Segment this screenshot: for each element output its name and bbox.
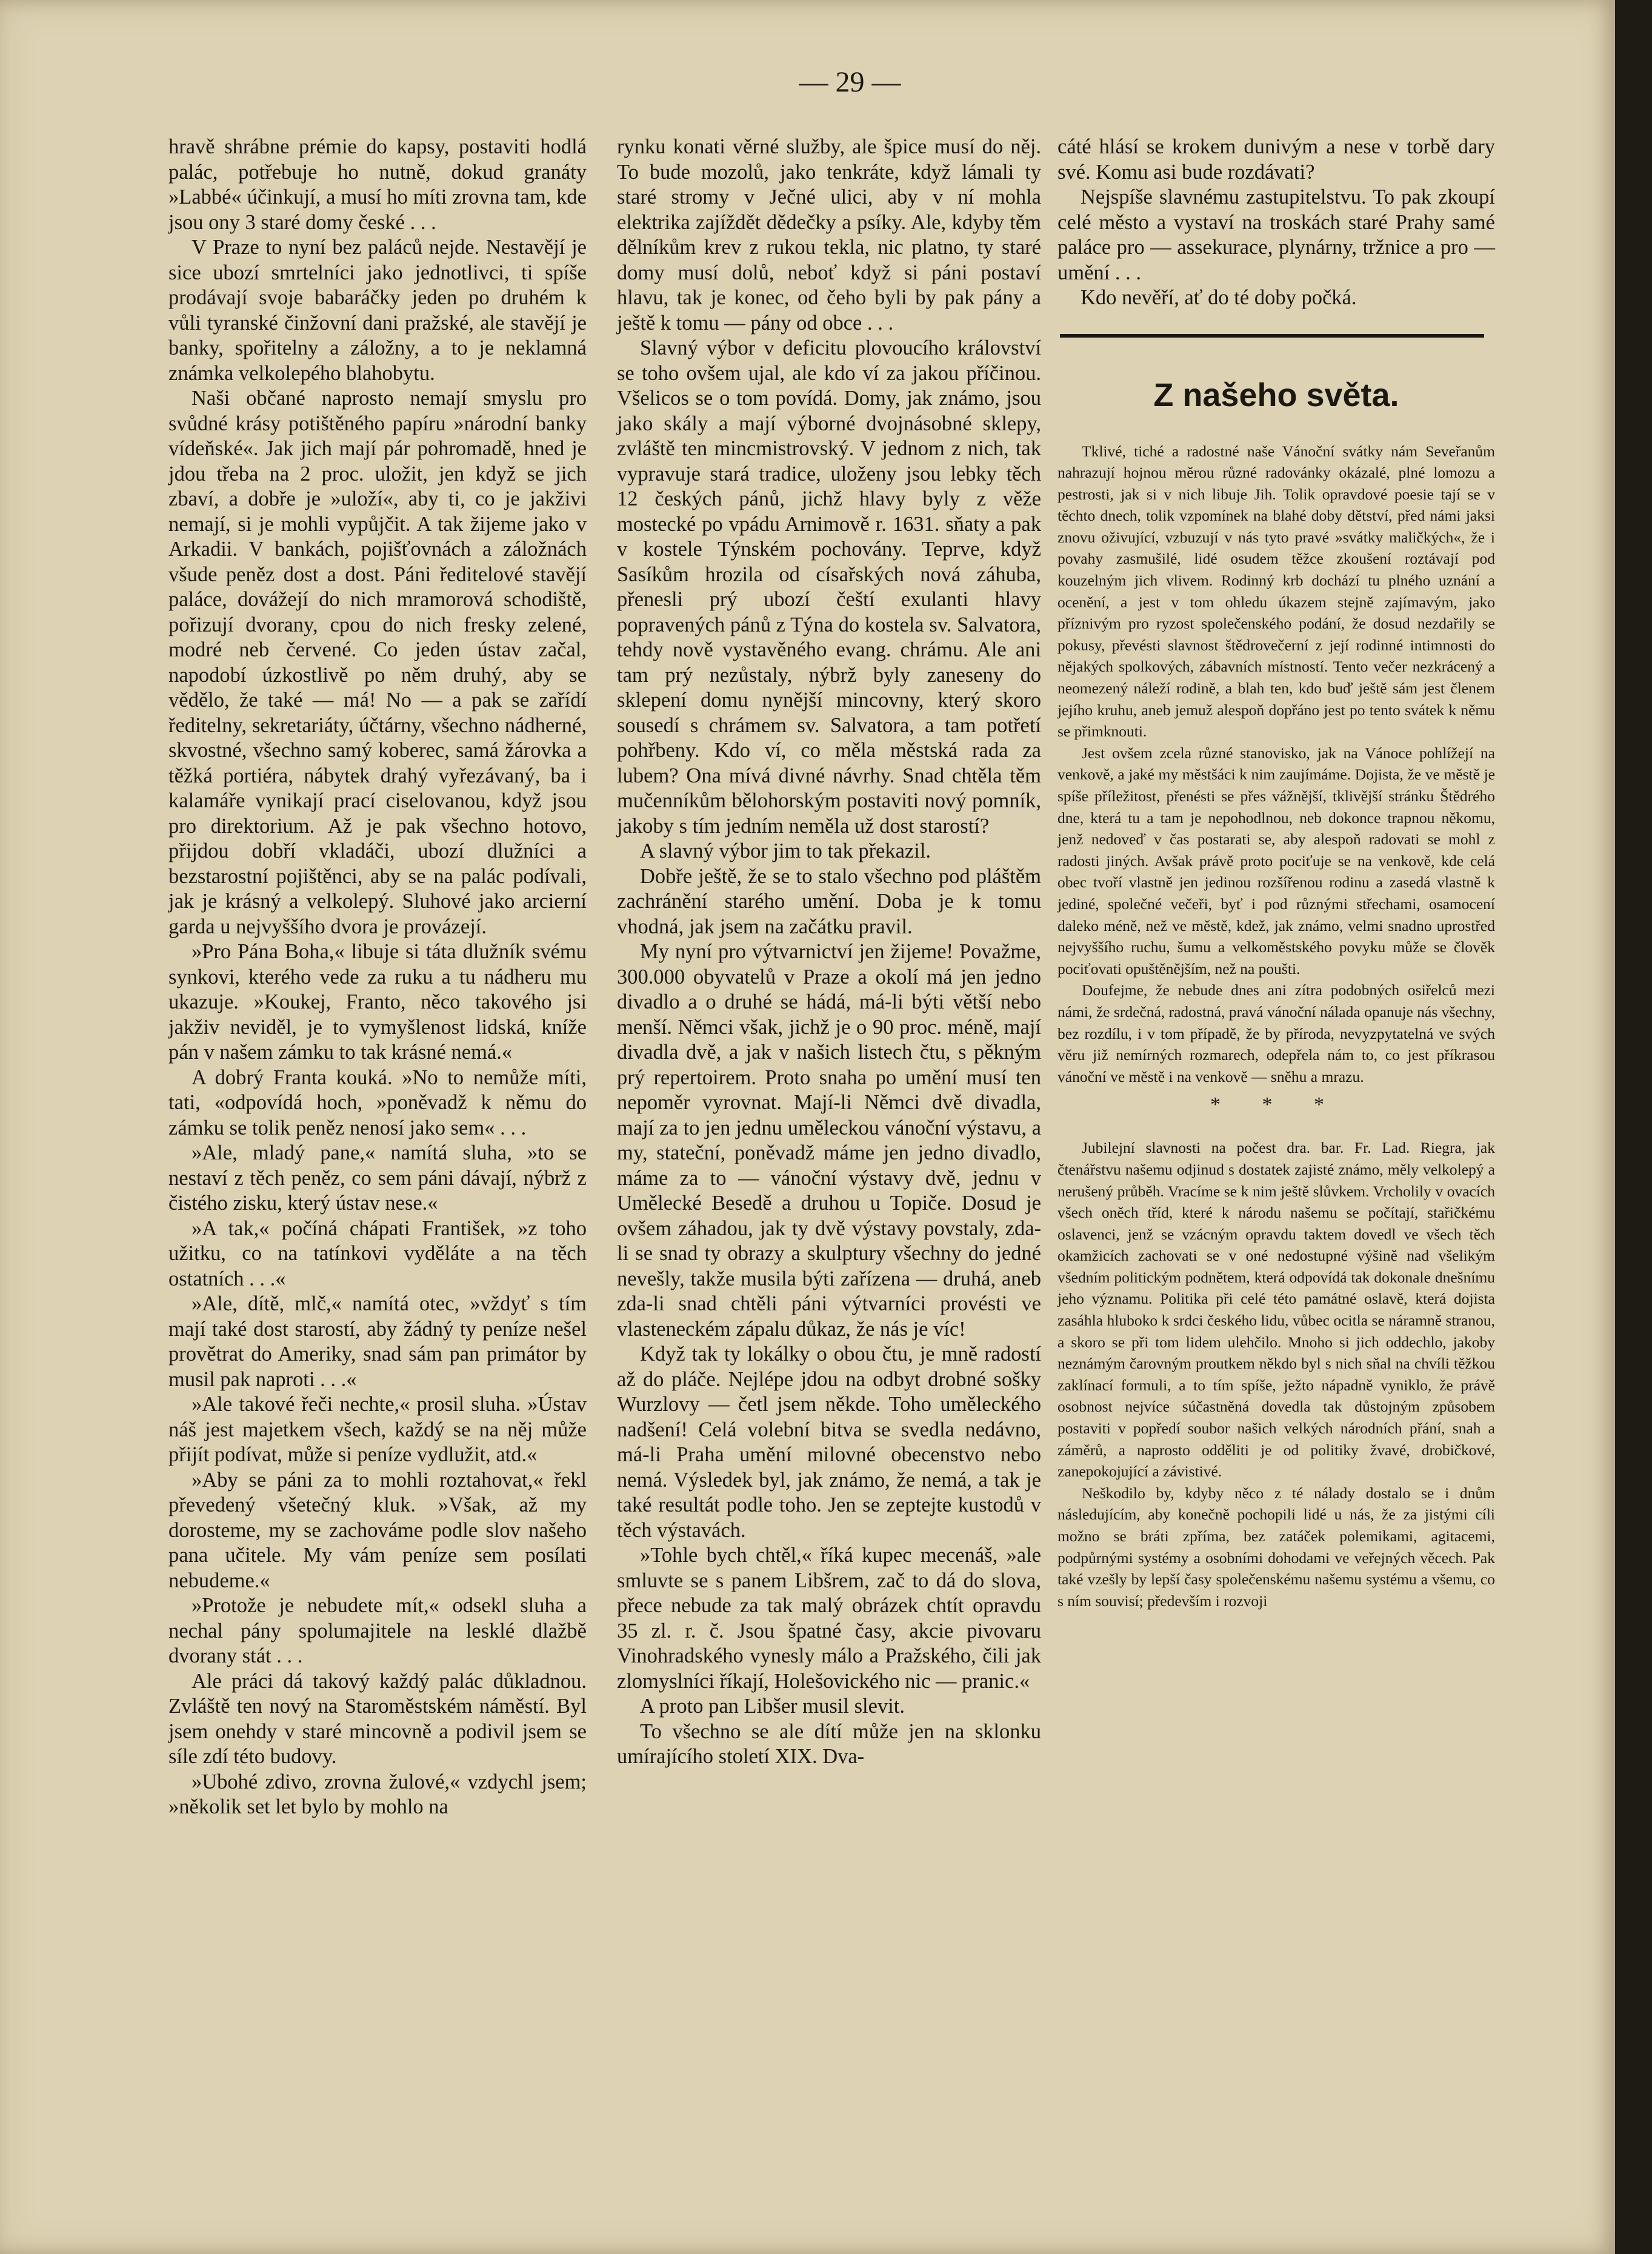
paragraph: A slavný výbor jim to tak překazil. — [640, 839, 931, 862]
paragraph: Jest ovšem zcela různé stanovisko, jak na Vánoce pohlížejí na venkově, a jaké my městšáci k nim zaujímáme. Dojista, že ve městě je spíše příležitost, přenésti se přes vážnější, tklivější stránku Štědrého dne, která tu a tam je nepohodlnou, neb dokonce trapnou někomu, jenž nedoveď v čas postarati se, aby alespoň radovati se mohl z radosti jiných. Avšak právě proto pociťuje se na venkově, kde celá obec tvoří vlastně jen jedinou rozšířenou rodinu a zasedá vlastně k jediné, společné večeři, byť i pod různými střechami, osamocení daleko méně, než ve městě, kdež, jak známo, velmi snadno uprostřed nejvyššího ruchu, šumu a velkoměstského povyku může se člověk pociťovati opuštěnějším, než na poušti. — [1057, 744, 1495, 978]
paragraph: Jubilejní slavnosti na počest drа. bar. Fr. Lad. Riegra, jak čtenářstvu našemu odjinud s dostatek zajisté známo, měly velkolepý a nerušený průběh. Vracíme se k nim ještě slůvkem. Vrcholily v ovacích všech oněch tříd, které k národu našemu se počítají, stařičkému oslavenci, jenž se vzácným opravdu taktem dovedl ve všech těch okamžicích zachovati se v oné nedostupné výšině nad všelikým všedním politickým podnětem, která odpovídá tak dokonale dnešnímu jeho významu. Politika při celé této památné oslavě, která dojista zasáhla hluboko k srdci českého lidu, vůbec ocitla se náramně stranou, a skoro se při tom lidem ulehčilo. Mnoho si jich oddechlo, jakoby neznámým čarovným proutkem někdo byl s nich sňal na chvíli těžkou zaklínací formuli, a to tím spíše, ježto nápadně vyniklo, že právě osobnost nejvíce súčastněná dovedla tak důstojným způsobem postaviti v popředí soubor našich velkých národních přání, snah a záměrů, a naprosto odděliti je od politiky žvavé, drobičkové, zanepokojující a závistivé. — [1057, 1139, 1495, 1481]
column-right — [1057, 135, 1495, 1612]
section-stars: * * * — [1210, 1093, 1342, 1116]
paragraph: Doufejme, že nebude dnes ani zítra podobných osiřelců mezi námi, že srdečná, radostná, pravá vánoční nálada opanuje nás všechny, bez rozdílu, i v tom případě, že by příroda, nevyzpytatelná ve svých věru již nemírných rozmarech, odepřela nám to, co jest příkrasou vánoční ve městě i na venkově — sněhu a mrazu. — [1057, 981, 1495, 1085]
paragraph: Dobře ještě, že se to stalo všechno pod pláštěm zachránění starého umění. Doba je k tomu vhodná, jak jsem na začátku pravil. — [617, 864, 1041, 938]
paragraph: »Ale, mladý pane,« namítá sluha, »to se nestaví z těch peněz, co sem páni dávají, nýbrž z čistého zisku, který ústav nese.« — [168, 1141, 587, 1215]
paragraph: hravě shrábne prémie do kapsy, postaviti hodlá palác, potřebuje ho nutně, dokud granáty »Labbé« účinkují, a musí ho míti zrovna tam, kde jsou ony 3 staré domy české . . . — [168, 135, 587, 234]
column-middle — [617, 135, 1041, 1770]
paragraph: cáté hlásí se krokem dunivým a nese v torbě dary své. Komu asi bude rozdávati? — [1057, 135, 1495, 184]
paragraph: A dobrý Franta kouká. »No to nemůže míti, tati, «odpovídá hoch, »poněvadž k němu do zámku se tolik peněz nenosí jako sem« . . . — [168, 1065, 587, 1139]
section-divider — [1060, 334, 1484, 338]
paragraph: »A tak,« počíná chápati František, »z toho užitku, co na tatínkovi vyděláte a na těch ostatních . . .« — [168, 1216, 587, 1290]
paragraph: Neškodilo by, kdyby něco z té nálady dostalo se i dnům následujícím, aby konečně pochopili lidé u nás, že za jistými cíli možno se bráti zpříma, bez zatáček polemikami, agitacemi, podpůrnými systémy a osobními dohodami ve veřejných věcech. Pak také vzešly by lepší časy společenskému našemu systému a všemu, co s ním souvisí; především i rozvoji — [1057, 1484, 1495, 1610]
paragraph: »Ale, dítě, mlč,« namítá otec, »vždyť s tím mají také dost starostí, aby žádný ty peníze nešel provětrat do Ameriky, snad sám pan primátor by musil pak naproti . . .« — [168, 1292, 587, 1391]
paragraph: Naši občané naprosto nemají smyslu pro svůdné krásy potištěného papíru »národní banky vídeňské«. Jak jich mají pár pohromadě, hned je jdou třeba na 2 proc. uložit, jen když se jich zbaví, a dobře je »uloží«, aby ti, co je jakživi nemají, si je mohli vypůjčit. A tak žijeme jako v Arkadii. V bankách, pojišťovnách a záložnách všude peněz dost a dost. Páni ředitelové stavějí paláce, dovážejí do nich mramorová schodiště, pořizují dvorany, cpou do nich fresky zelené, modré neb červené. Co jeden ústav začal, napodobí úzkostlivě po něm druhý, aby se vědělo, že také — má! No — a pak se zařídí ředitelny, sekretariáty, účtárny, všechno nádherné, skvostné, všechno samý koberec, samá žárovka a těžká portiéra, nábytek drahý vyřezávaný, ba i kalamáře vynikají prací ciselovanou, když jsou pro direktorium. Až je pak všechno hotovo, přijdou dobří vkladáči, ubozí dlužníci a bezstarostní pojištěnci, aby se na palác podívali, jak je krásný a velkolepý. Sluhové jako arcierní garda u nejvyššího dvora je provázejí. — [168, 387, 587, 938]
section-body — [1057, 441, 1495, 1612]
paragraph: To všechno se ale dítí může jen na sklonku umírajícího století XIX. Dva- — [617, 1719, 1041, 1768]
article-ending — [1057, 135, 1495, 311]
paragraph: »Ubohé zdivo, zrovna žulové,« vzdychl jsem; »několik set let bylo by mohlo na — [168, 1770, 587, 1818]
paragraph: My nyní pro výtvarnictví jen žijeme! Považme, 300.000 obyvatelů v Praze a okolí má jen jedno divadlo a o druhé se hádá, má-li býti větší nebo menší. Němci však, jichž je o 90 proc. méně, mají divadla dvě, a jak v našich listech čtu, s pěkným prý repertoirem. Proto snaha po umění musí ten nepoměr vyrovnat. Mají-li Němci dvě divadla, mají za to jen jednu uměleckou vánoční výstavu, a my, stateční, poněvadž máme jen jedno divadlo, máme za to — vánoční výstavy dvě, jednu v Umělecké Besedě a druhou u Topiče. Dosud je ovšem záhadou, jak ty dvě výstavy povstaly, zda-li se snad ty obrazy a skulptury všechny do jedné nevešly, takže musila býti zařízena — druhá, aneb zda-li snad chtěli páni výtvarníci provésti ve vlasteneckém zápalu důkaz, že nás je víc! — [617, 940, 1041, 1341]
paragraph: »Aby se páni za to mohli roztahovat,« řekl převedený všetečný kluk. »Však, až my dorosteme, my se zachováme podle slov našeho pana učitele. My vám peníze sem posílati nebudeme.« — [168, 1468, 587, 1592]
column-left — [168, 135, 587, 1820]
section-title: Z našeho světa. — [1153, 376, 1399, 413]
paragraph: »Tohle bych chtěl,« říká kupec mecenáš, »ale smluvte se s panem Libšrem, zač to dá do slova, přece nebude za tak malý obrázek chtít opravdu 35 zl. r. č. Jsou špatné časy, akcie pivovaru Vinohradského vynesly málo a Pražského, čili jak zlomyslníci říkají, Holešovického nic — pranic.« — [617, 1544, 1041, 1693]
paragraph: Tklivé, tiché a radostné naše Vánoční svátky nám Seveřanům nahrazují hojnou měrou různé radovánky okázalé, plné lomozu a pestrosti, jak si v nich libuje Jih. Tolik opravdové poesie tají se v těchto dnech, tolik vzpomínek na blahé doby dětství, před námi jaksi znovu oživující, vzbuzují v nás tyto pravé »svátky maličkých«, že i povahy zasmušilé, lidé osudem těžce zkoušení roztávají pod kouzelným jich vlivem. Rodinný krb dochází tu plného uznání a ocenění, a jest v tom ohledu úkazem stejně zajímavým, jako příznivým pro ryzost společenského podání, že dosud nezdařily se pokusy, převésti slavnost štědrovečerní z její rodinné intimnosti do nějakých spolkových, zábavních místností. Tento večer nezkrácený a neomezený náleží rodině, a blah ten, kdo buď ještě sám jest členem jejího kruhu, aneb jemuž alespoň dopřáno jest po tento svátek k němu se přimknouti. — [1057, 442, 1495, 741]
paragraph: A proto pan Libšer musil slevit. — [640, 1695, 905, 1718]
paragraph: Slavný výbor v deficitu plovoucího království se toho ovšem ujal, ale kdo ví za jakou příčinou. Všelicos se o tom povídá. Domy, jak známo, jsou jako skály a mají výborné dvojnásobné sklepy, zvláště ten mincmistrovský. V jednom z nich, tak vypravuje stará tradice, uloženy jsou lebky těch 12 českých pánů, jichž hlavy byly z věže mostecké po vpádu Arnimově r. 1631. sňaty a pak v kostele Týnském pochovány. Teprve, když Sasíkům hrozila od císařských nová záhuba, přenesli prý ubozí čeští exulanti hlavy popravených pánů z Týna do kostela sv. Salvatora, tehdy nově vystavěného evang. chrámu. Ale ani tam prý nezůstaly, nýbrž byly zaneseny do sklepení domu nynější mincovny, který skoro sousedí s chrámem sv. Salvatora, a tam potřetí pohřbeny. Kdo ví, co měla městská rada za lubem? Ona mívá divné návrhy. Snad chtěla těm mučenníkům bělohorským postaviti nový pomník, jakoby s tím jedním neměla už dost starostí? — [617, 336, 1041, 838]
paragraph: »Ale takové řeči nechte,« prosil sluha. »Ústav náš jest majetkem všech, každý se na něj může přijít podívat, může si peníze vydlužit, atd.« — [168, 1393, 587, 1466]
paragraph: V Praze to nyní bez paláců nejde. Nestavějí je sice ubozí smrtelníci jako jednotlivci, ti spíše prodávají svoje babaráčky jeden po druhém k vůli tyranské činžovní dani pražské, ale stavějí je banky, spořitelny a záložny, a to je neklamná známka velkolepého blahobytu. — [168, 236, 587, 385]
page-number — [0, 65, 1615, 99]
paragraph: rynku konati věrné služby, ale špice musí do něj. To bude mozolů, jako tenkráte, když lámali ty staré stromy v Ječné ulici, aby v ní mohla elektrika zajíždět dědečky a psíky. Ale, kdyby těm dělníkům krev z rukou tekla, nic platno, ty staré domy musí dolů, neboť když si páni postaví hlavu, tak je konec, od čeho byli by pak pány a ještě k tomu — pány od obce . . . — [617, 135, 1041, 335]
paragraph: »Pro Pána Boha,« libuje si táta dlužník svému synkovi, kterého vede za ruku a tu nádheru mu ukazuje. »Koukej, Franto, něco takového jsi jakživ neviděl, je to vymyšlenost lidská, kníže pán v našem zámku to tak krásné nemá.« — [168, 940, 587, 1064]
page-number-text: — 29 — — [799, 66, 901, 98]
paragraph: Nejspíše slavnému zastupitelstvu. To pak zkoupí celé město a vystaví na troskách staré Prahy samé paláce pro — assekurace, plynárny, tržnice a pro — umění . . . — [1057, 185, 1495, 284]
paragraph: Kdo nevěří, ať do té doby počká. — [1081, 286, 1357, 309]
paragraph: Ale práci dá takový každý palác důkladnou. Zvláště ten nový na Staroměstském náměstí. Byl jsem onehdy v staré mincovně a podivil jsem se síle zdí této budovy. — [168, 1669, 587, 1768]
paragraph: Když tak ty lokálky o obou čtu, je mně radostí až do pláče. Nejlépe jdou na odbyt drobné sošky Wurzlovy — četl jsem někde. Toho uměleckého nadšení! Celá volební bitva se svedla nedávno, má-li Praha umění milovné obecenstvo nebo nemá. Výsledek byl, jak známo, že nemá, a tak je také resultát podle toho. Jen se zeptejte kustodů v těch výstavách. — [617, 1342, 1041, 1542]
paragraph: »Protože je nebudete mít,« odsekl sluha a nechal pány spolumajitele na lesklé dlažbě dvorany stát . . . — [168, 1594, 587, 1667]
